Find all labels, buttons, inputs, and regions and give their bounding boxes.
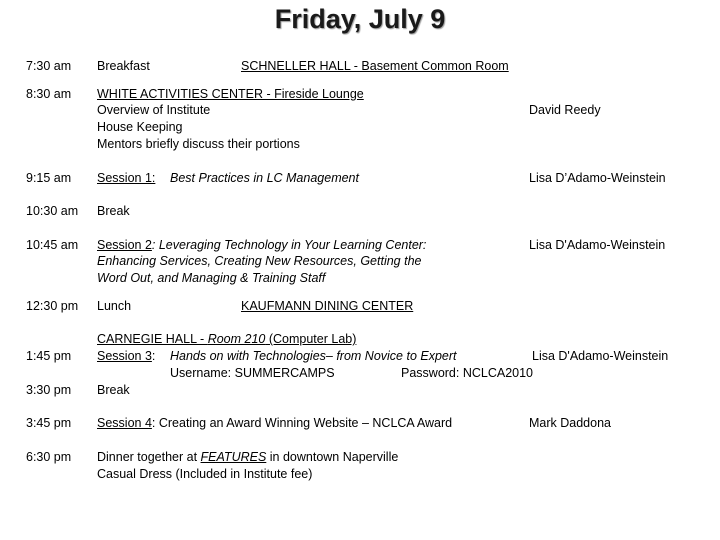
location-carnegie	[97, 331, 356, 348]
location-prefix: CARNEGIE HALL -	[97, 332, 208, 346]
time-1045: 10:45 am	[26, 238, 79, 252]
time-0630: 6:30 pm	[26, 450, 72, 464]
time-0330: 3:30 pm	[26, 383, 72, 397]
time-1030: 10:30 am	[26, 204, 79, 218]
location-white: WHITE ACTIVITIES CENTER - Fireside Lounge	[97, 87, 364, 101]
session-colon: :	[151, 349, 156, 363]
session-topic: Word Out, and Managing & Training Staff	[97, 271, 326, 285]
session-label: Session 1:	[97, 171, 156, 185]
time-0730: 7:30 am	[26, 59, 72, 73]
session-label: Session 4	[97, 416, 152, 430]
presenter: Lisa D'Adamo-Weinstein	[529, 238, 666, 252]
password: Password: NCLCA2010	[401, 366, 534, 380]
item-break: Break	[97, 383, 130, 397]
dinner-pre: Dinner together at	[97, 450, 201, 464]
session-topic: Best Practices in LC Management	[170, 171, 359, 185]
item-break: Break	[97, 204, 130, 218]
session-label: Session 2	[97, 238, 152, 252]
username: Username: SUMMERCAMPS	[170, 366, 335, 380]
dinner-post: in downtown Naperville	[266, 450, 399, 464]
time-0345: 3:45 pm	[26, 416, 72, 430]
dress-code: Casual Dress (Included in Institute fee)	[97, 467, 313, 481]
session-line	[97, 237, 426, 254]
presenter: Lisa D’Adamo-Weinstein	[529, 171, 666, 185]
item-lunch: Lunch	[97, 299, 132, 313]
location-suffix: (Computer Lab)	[265, 332, 357, 346]
session-label: Session 3	[97, 349, 152, 363]
session-topic: : Creating an Award Winning Website – NCLCA Award	[151, 416, 453, 430]
location-schneller: SCHNELLER HALL - Basement Common Room	[241, 59, 509, 73]
time-0830: 8:30 am	[26, 87, 72, 101]
features-name: FEATURES	[200, 450, 267, 464]
agenda-line: Overview of Institute	[97, 103, 211, 117]
presenter: Mark Daddona	[529, 416, 611, 430]
agenda-line: Mentors briefly discuss their portions	[97, 137, 300, 151]
session-topic: Hands on with Technologies– from Novice to Expert	[170, 349, 457, 363]
location-room: Room 210	[207, 332, 266, 346]
session-line	[97, 415, 452, 432]
session-topic: : Leveraging Technology in Your Learning Center:	[151, 238, 427, 252]
page-title: Friday, July 9	[274, 4, 446, 34]
presenter: David Reedy	[529, 103, 601, 117]
presenter: Lisa D'Adamo-Weinstein	[532, 349, 669, 363]
time-1230: 12:30 pm	[26, 299, 79, 313]
time-0915: 9:15 am	[26, 171, 72, 185]
session-topic: Enhancing Services, Creating New Resources, Getting the	[97, 254, 422, 268]
time-0145: 1:45 pm	[26, 349, 72, 363]
item-breakfast: Breakfast	[97, 59, 150, 73]
location-kaufmann: KAUFMANN DINING CENTER	[241, 299, 414, 313]
session-line	[97, 348, 155, 365]
agenda-line: House Keeping	[97, 120, 183, 134]
dinner-line	[97, 449, 398, 466]
